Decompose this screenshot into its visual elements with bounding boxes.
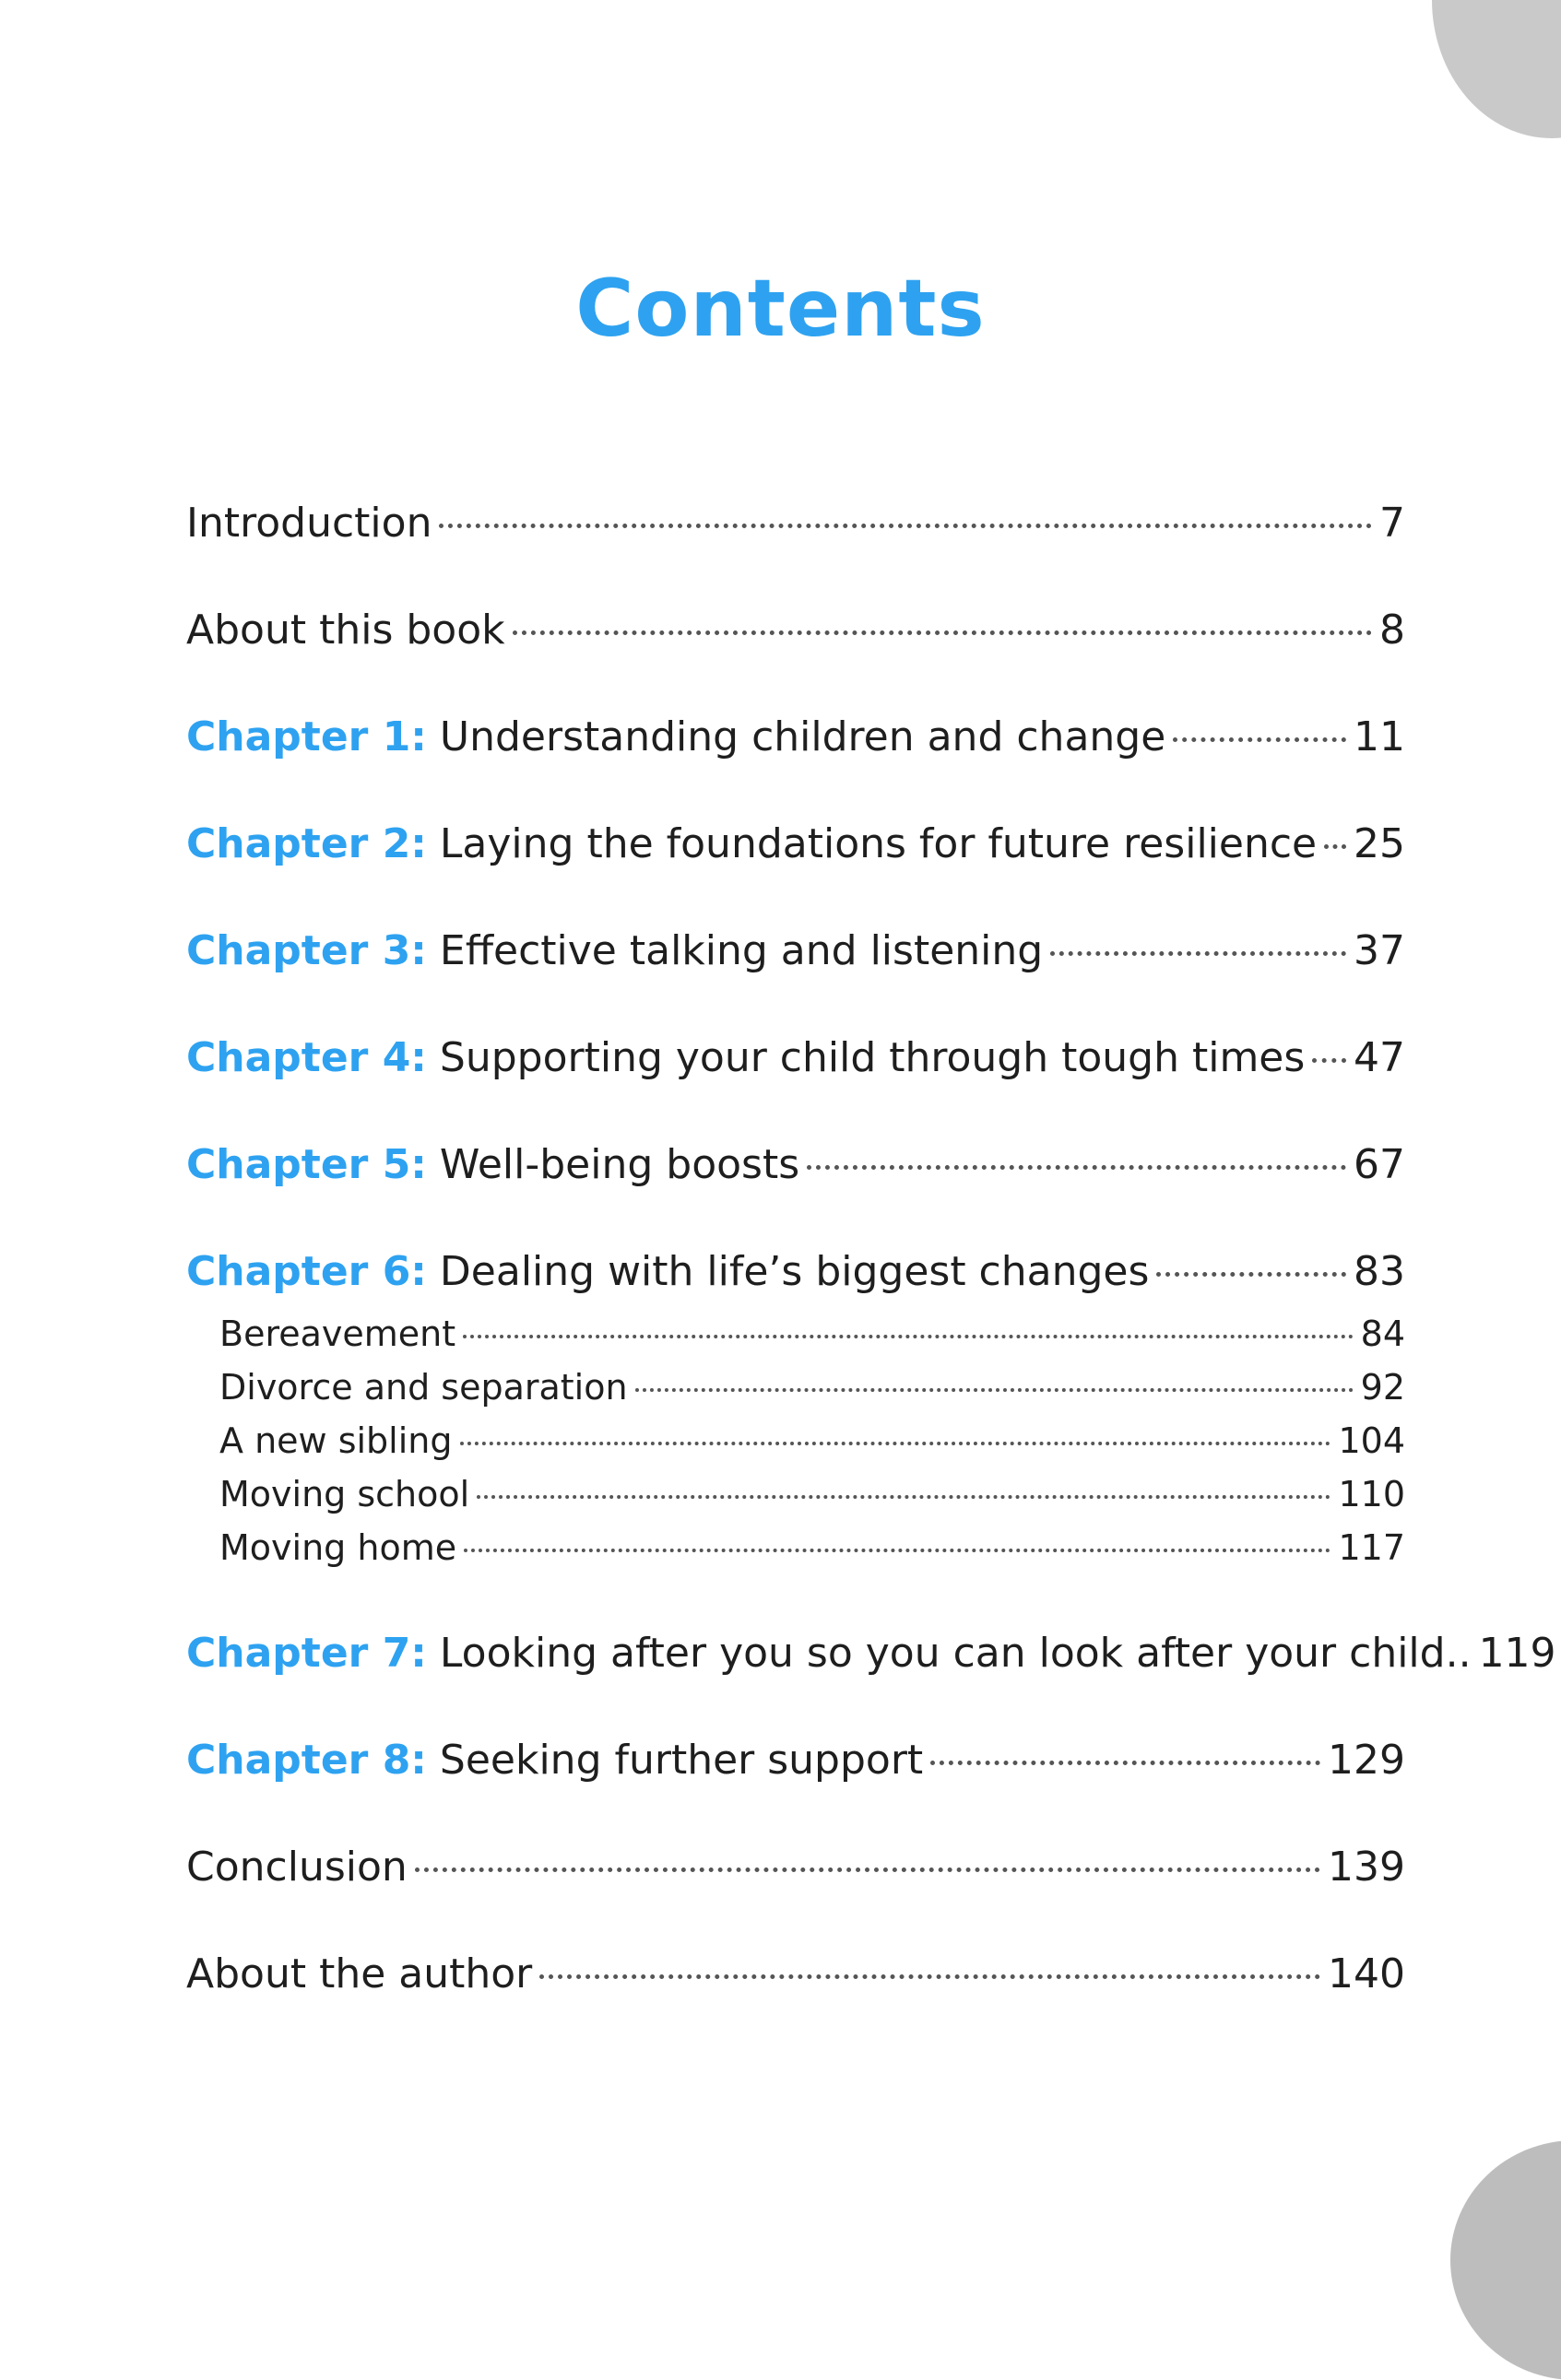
- toc-page-number: 25: [1354, 820, 1405, 867]
- toc-entry-chapter-8[interactable]: [186, 1733, 1405, 1788]
- dot-leader: [807, 1165, 1346, 1170]
- toc-entry-title: Seeking further support: [439, 1737, 924, 1784]
- toc-page-number: 104: [1338, 1420, 1405, 1461]
- toc-entry-title: Understanding children and change: [439, 713, 1166, 760]
- toc-entry-title: Well-being boosts: [439, 1141, 800, 1188]
- chapter-label: Chapter 5:: [186, 1141, 427, 1188]
- chapter-6-subsections: [219, 1307, 1405, 1574]
- toc-entry-chapter-5[interactable]: [186, 1137, 1405, 1193]
- toc-page-number: 84: [1360, 1314, 1405, 1354]
- toc-subentry-bereavement[interactable]: [219, 1307, 1405, 1361]
- toc-entry-chapter-4[interactable]: [186, 1031, 1405, 1086]
- toc-page-number: 92: [1360, 1367, 1405, 1408]
- page-title: Contents: [575, 263, 986, 355]
- dot-leader: [477, 1495, 1330, 1499]
- toc-subentry-title: Bereavement: [219, 1314, 456, 1354]
- toc-entry-title: Looking after you so you can look after your child..: [439, 1630, 1472, 1677]
- table-of-contents: [186, 496, 1556, 2054]
- toc-page-number: 117: [1338, 1527, 1405, 1568]
- dot-leader: [1156, 1272, 1346, 1277]
- toc-entry-title: Conclusion: [186, 1844, 408, 1891]
- page-corner-shadow: [1450, 2140, 1561, 2380]
- dot-leader: [513, 630, 1372, 635]
- toc-subentry-title: Moving school: [219, 1474, 470, 1514]
- toc-entry-introduction[interactable]: [186, 496, 1405, 551]
- toc-page-number: 119: [1478, 1630, 1556, 1677]
- chapter-label: Chapter 6:: [186, 1248, 427, 1295]
- toc-subentry-title: Divorce and separation: [219, 1367, 628, 1408]
- toc-page-number: 7: [1379, 500, 1405, 547]
- chapter-label: Chapter 2:: [186, 820, 427, 867]
- dot-leader: [460, 1442, 1331, 1445]
- toc-entry-about-this-book[interactable]: [186, 603, 1405, 658]
- dot-leader: [464, 1549, 1330, 1552]
- toc-page-number: 8: [1379, 607, 1405, 654]
- toc-entry-title: Introduction: [186, 500, 432, 547]
- toc-entry-about-the-author[interactable]: [186, 1947, 1405, 2002]
- toc-subentry-title: Moving home: [219, 1527, 457, 1568]
- dot-leader: [1312, 1058, 1346, 1063]
- toc-entry-title: Supporting your child through tough times: [439, 1034, 1306, 1081]
- dot-leader: [415, 1867, 1320, 1872]
- toc-page-number: 110: [1338, 1474, 1405, 1514]
- chapter-label: Chapter 8:: [186, 1737, 427, 1784]
- chapter-label: Chapter 7:: [186, 1630, 427, 1677]
- toc-page-number: 139: [1328, 1844, 1405, 1891]
- dot-leader: [463, 1335, 1353, 1338]
- toc-page-number: 47: [1354, 1034, 1405, 1081]
- toc-page-number: 67: [1354, 1141, 1405, 1188]
- toc-subentry-new-sibling[interactable]: [219, 1414, 1405, 1467]
- toc-page-number: 129: [1328, 1737, 1405, 1784]
- toc-page-number: 37: [1354, 927, 1405, 974]
- dot-leader: [539, 1974, 1320, 1979]
- chapter-label: Chapter 1:: [186, 713, 427, 760]
- dot-leader: [1050, 951, 1346, 956]
- chapter-label: Chapter 3:: [186, 927, 427, 974]
- toc-entry-conclusion[interactable]: [186, 1840, 1405, 1895]
- toc-entry-title: About this book: [186, 607, 505, 654]
- toc-entry-chapter-2[interactable]: [186, 817, 1405, 872]
- toc-subentry-moving-home[interactable]: [219, 1521, 1405, 1574]
- dot-leader: [635, 1388, 1354, 1392]
- toc-entry-chapter-7[interactable]: [186, 1626, 1556, 1681]
- dot-leader: [1324, 844, 1346, 849]
- toc-subentry-moving-school[interactable]: [219, 1467, 1405, 1521]
- toc-entry-title: About the author: [186, 1950, 533, 1997]
- toc-page-number: 83: [1354, 1248, 1405, 1295]
- toc-entry-title: Laying the foundations for future resilience: [439, 820, 1318, 867]
- toc-entry-chapter-3[interactable]: [186, 924, 1405, 979]
- toc-entry-title: Effective talking and listening: [439, 927, 1044, 974]
- dot-leader: [930, 1761, 1320, 1765]
- toc-entry-title: Dealing with life’s biggest changes: [439, 1248, 1150, 1295]
- dot-leader: [439, 524, 1372, 528]
- toc-subentry-title: A new sibling: [219, 1420, 453, 1461]
- toc-entry-chapter-1[interactable]: [186, 710, 1405, 765]
- toc-subentry-divorce[interactable]: [219, 1361, 1405, 1414]
- toc-page-number: 11: [1354, 713, 1405, 760]
- chapter-label: Chapter 4:: [186, 1034, 427, 1081]
- dot-leader: [1173, 737, 1346, 742]
- toc-page-number: 140: [1328, 1950, 1405, 1997]
- toc-entry-chapter-6[interactable]: [186, 1244, 1405, 1300]
- page-corner-shadow: [1432, 0, 1561, 138]
